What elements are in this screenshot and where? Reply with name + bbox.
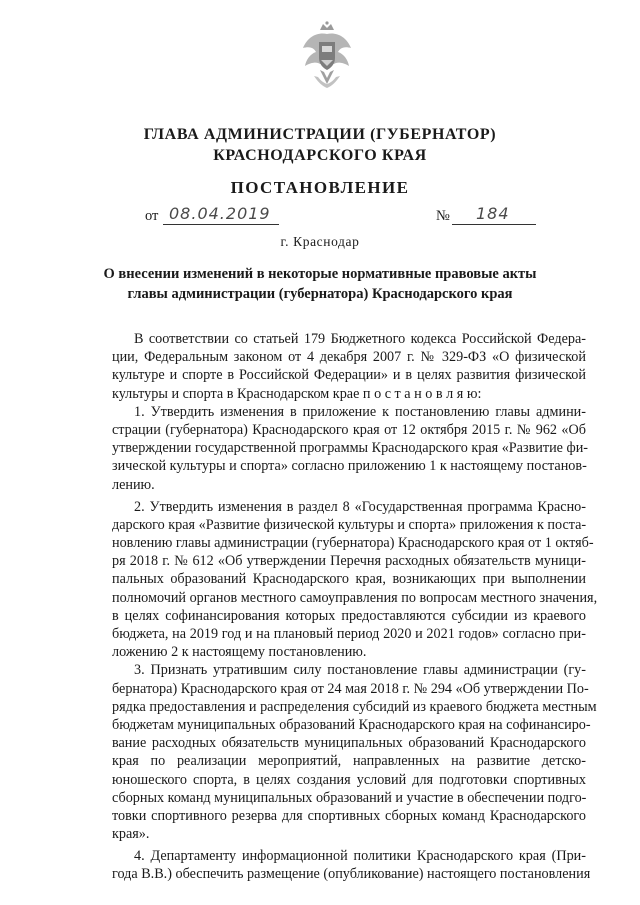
body-line: зической культуры и спорта» согласно приложению 1 к настоящему постанов- (112, 458, 587, 475)
body-line: года В.В.) обеспечить размещение (опубликование) настоящего постановления (112, 866, 591, 883)
paragraph-4 (112, 847, 591, 883)
paragraph-3 (112, 661, 597, 843)
body-line: 3. Признать утратившим силу постановление главы администрации (гу- (134, 662, 586, 679)
body-line: новлению главы администрации (губернатора) Краснодарского края от 1 октяб- (112, 535, 594, 552)
body-line: в целях софинансирования которых предоставляются субсидии из краевого (112, 607, 586, 624)
body-line: утверждении государственной программы Краснодарского края «Развитие фи- (112, 440, 589, 457)
body-line: вание расходных обязательств муниципальных образований Краснодарского (112, 735, 586, 752)
document-body (112, 330, 598, 884)
body-line: сборных команд муниципальных образований и участие в обеспечении подго- (112, 789, 587, 806)
body-line: культуре и спорте в Российской Федерации» и в целях развития физической (112, 367, 586, 384)
body-line: 4. Департаменту информационной политики Краснодарского края (При- (134, 848, 586, 865)
coat-of-arms-emblem-icon (300, 20, 354, 92)
subject-line1: О внесении изменений в некоторые нормативные правовые акты (103, 266, 537, 282)
paragraph-preamble (112, 330, 586, 403)
subject-line2: главы администрации (губернатора) Краснодарского края (127, 286, 513, 302)
body-line: бюджета, на 2019 год и на плановый период 2020 и 2021 годов» согласно при- (112, 626, 586, 642)
body-line: В соответствии со статьей 179 Бюджетного кодекса Российской Федера- (134, 331, 586, 347)
number-field (452, 206, 536, 225)
body-line: юношеского спорта, в целях создания условий для подготовки спортивных (112, 771, 586, 788)
city-line: г. Краснодар (280, 234, 360, 249)
body-line: края по реализации мероприятий, направленных на развитие детско- (112, 753, 586, 770)
number-value: 184 (476, 204, 510, 223)
body-line: ря 2018 г. № 612 «Об утверждении Перечня расходных обязательств муници- (112, 553, 586, 570)
body-line: бюджетам муниципальных образований Краснодарского края на софинансиро- (112, 716, 591, 733)
authority-title-line1: ГЛАВА АДМИНИСТРАЦИИ (ГУБЕРНАТОР) (143, 126, 497, 143)
paragraph-1 (112, 403, 589, 494)
body-line: бернатора) Краснодарского края от 24 мая 2018 г. № 294 «Об утверждении По- (112, 680, 589, 697)
body-line: культуры и спорта в Краснодарском крае п о с т а н о в л я ю: (112, 385, 482, 402)
document-type-title: ПОСТАНОВЛЕНИЕ (230, 178, 410, 197)
body-line: товки спортивного резерва для спортивных сборных команд Краснодарского (112, 807, 586, 824)
body-line: пальных образований Краснодарского края, возникающих при выполнении (112, 571, 586, 588)
body-line: полномочий органов местного самоуправления по вопросам местного значения, (112, 589, 598, 606)
body-line: края». (112, 826, 150, 843)
body-line: ложению 2 к настоящему постановлению. (112, 644, 367, 661)
date-field (163, 206, 279, 225)
body-line: дарского края «Развитие физической культуры и спорта» приложения к поста- (112, 516, 587, 533)
body-line: лению. (112, 476, 155, 493)
body-line: страции (губернатора) Краснодарского края от 12 октября 2015 г. № 962 «Об (112, 421, 586, 438)
body-line: 1. Утвердить изменения в приложение к постановлению главы админи- (134, 403, 586, 420)
date-number-row (0, 206, 640, 230)
date-prefix: от (145, 208, 159, 224)
number-prefix: № (436, 208, 450, 224)
paragraph-2 (112, 498, 598, 662)
body-line: рядка предоставления и распределения субсидий из краевого бюджета местным (112, 698, 597, 715)
body-line: 2. Утвердить изменения в раздел 8 «Государственная программа Красно- (134, 498, 586, 515)
body-line: ции, Федеральным законом от 4 декабря 2007 г. № 329-ФЗ «О физической (112, 349, 586, 366)
date-value: 08.04.2019 (169, 204, 271, 223)
authority-title-line2: КРАСНОДАРСКОГО КРАЯ (213, 147, 427, 164)
